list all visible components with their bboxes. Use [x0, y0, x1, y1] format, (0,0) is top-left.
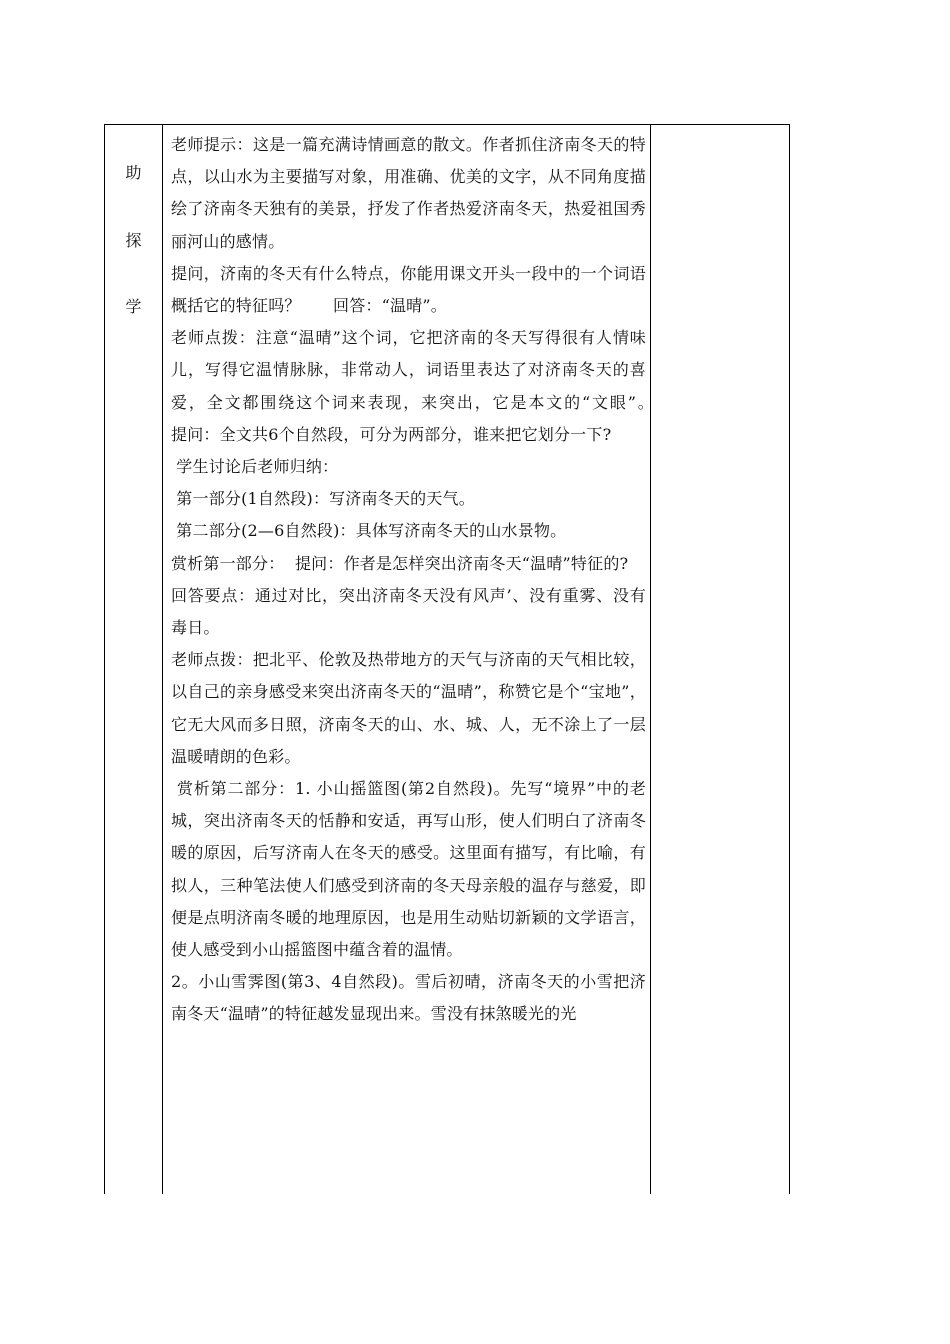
- section-label-column: [105, 125, 163, 1194]
- paragraph: 赏析第二部分：1. 小山摇篮图(第2自然段)。先写“境界”中的老城，突出济南冬天的恬静和安适，再写山形，使人们明白了济南冬暖的原因，后写济南人在冬天的感受。这里面有描写，有比喻，有拟人，三种笔法使人们感受到济南的冬天母亲般的温存与慈爱，即便是点明济南冬暖的地理原因，也是用生动贴切新颖的文学语言，使人感受到小山摇篮图中蕴含着的温情。: [171, 779, 646, 960]
- section-label-char: 学: [125, 297, 142, 316]
- section-label-char: 助: [125, 163, 142, 182]
- notes-column: [651, 125, 791, 1194]
- paragraph: 赏析第一部分： 提问：作者是怎样突出济南冬天“温晴”特征的?: [171, 553, 629, 573]
- paragraph: 老师点拨：注意“温晴”这个词，它把济南的冬天写得很有人情味儿，写得它温情脉脉，非常动人，词语里表达了对济南冬天的喜爱，全文都围绕这个词来表现，来突出，它是本文的“文眼”。 提问：全文共6个自然段，可分为两部分，谁来把它划分一下?: [171, 328, 695, 444]
- paragraph: 第一部分(1自然段)：写济南冬天的天气。: [171, 489, 475, 509]
- paragraph: 老师提示：这是一篇充满诗情画意的散文。作者抓住济南冬天的特点，以山水为主要描写对象，用准确、优美的文字，从不同角度描绘了济南冬天独有的美景，抒发了作者热爱济南冬天，热爱祖国秀丽河山的感情。: [171, 135, 646, 251]
- paragraph: 学生讨论后老师归纳：: [171, 457, 339, 477]
- paragraph: 提问，济南的冬天有什么特点，你能用课文开头一段中的一个词语概括它的特征吗？ 回答：“温晴”。: [171, 263, 646, 316]
- section-label-char: 探: [125, 231, 142, 250]
- lesson-table: [104, 124, 790, 1194]
- paragraph: 2。小山雪霁图(第3、4自然段)。雪后初晴，济南冬天的小雪把济南冬天“温晴”的特征越发显现出来。雪没有抹煞暖光的光: [171, 972, 646, 1024]
- lesson-content: [163, 125, 695, 1194]
- paragraph: 第二部分(2—6自然段)：具体写济南冬天的山水景物。: [171, 521, 567, 541]
- paragraph: 老师点拨：把北平、伦敦及热带地方的天气与济南的天气相比较，以自己的亲身感受来突出济南冬天的“温晴”，称赞它是个“宝地”，它无大风而多日照，济南冬天的山、水、城、人，无不涂上了一层温暖晴朗的色彩。: [171, 650, 646, 766]
- paragraph: 回答要点：通过对比，突出济南冬天没有风声’、没有重雾、没有毒日。: [171, 585, 646, 638]
